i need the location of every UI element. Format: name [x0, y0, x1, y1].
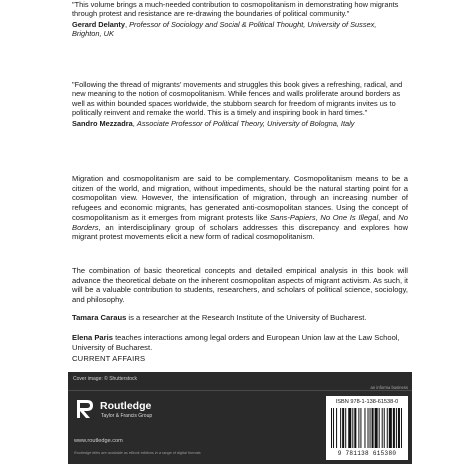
- publisher-name: Routledge: [100, 400, 152, 412]
- subject-category: CURRENT AFFAIRS: [72, 354, 146, 363]
- endorser-name: Gerard Delanty: [72, 19, 125, 29]
- informa-imprint: an informa business: [370, 385, 408, 390]
- barcode-panel: [326, 396, 408, 460]
- barcode-icon: [331, 408, 403, 448]
- footer-divider: [68, 390, 412, 391]
- author-name: Tamara Caraus: [72, 313, 127, 322]
- endorsement-attribution: Sandro Mezzadra, Associate Professor of Political Theory, University of Bologna, Italy: [72, 118, 355, 128]
- blurb-paragraph-1: Migration and cosmopolitanism are said to be complementary. Cosmopolitanism means to be a citizen of the world, and migration, without impediments, should be the natural starting point for a cosmopolitan view. However, the intensification of migration, through an increasing number of refugees and economic migrants, has generated anti-cosmopolitan stances. Using the concept of cosmopolitanism as it emerges from migrant protests like Sans-Papiers, No One Is Illegal, and No Borders, an interdisciplinary group of scholars addresses this discrepancy and explores how migrant protest movements elicit a new form of radical cosmopolitanism.: [72, 174, 408, 242]
- endorsement-2: [72, 80, 406, 128]
- author-name: Elena Paris: [72, 333, 113, 342]
- endorsement-1: [72, 0, 406, 39]
- barcode-digits: 9 781138 615380: [337, 450, 397, 457]
- endorser-affiliation: Professor of Sociology and Social & Political Thought, University of Sussex, Brighton, UK: [72, 19, 377, 39]
- endorsement-quote: "This volume brings a much-needed contribution to cosmopolitanism in demonstrating how migrants through protest and resistance are re-drawing the boundaries of political community.": [72, 0, 399, 19]
- publisher-group: Taylor & Francis Group: [101, 413, 153, 419]
- endorsement-quote: "Following the thread of migrants' movements and struggles this book gives a refreshing, radical, and new meaning to the notion of cosmopolitanism. While fences and walls proliferate around borders as well as within bounded spaces worldwide, the stubborn search for freedom of migrants invites us to politically reinvent and remake the world. This is a timely and inspiring book in hard times.": [72, 80, 403, 118]
- publisher-footer: [68, 372, 412, 464]
- routledge-logo-icon: [76, 398, 96, 420]
- endorser-name: Sandro Mezzadra: [72, 118, 133, 128]
- publisher-url[interactable]: www.routledge.com: [74, 438, 123, 444]
- isbn-label: ISBN 978-1-138-61538-0: [335, 399, 399, 405]
- author-bio-2: Elena Paris teaches interactions among legal orders and European Union law at the Law School, University of Bucharest.: [72, 333, 400, 352]
- blurb-paragraph-2: The combination of basic theoretical concepts and detailed empirical analysis in this book will advance the theoretical debate on the inherent cosmopolitan aspects of migrant activism. As such, it will be a valuable contribution to students, researchers, and scholars of political science, sociology, and philosophy.: [72, 266, 409, 305]
- endorsement-attribution: Gerard Delanty, Professor of Sociology and Social & Political Thought, University of Sussex, Brighton, UK: [72, 19, 377, 39]
- ebook-note: Routledge titles are available as eBook editions in a range of digital formats: [74, 451, 201, 455]
- endorser-affiliation: Associate Professor of Political Theory, University of Bologna, Italy: [136, 118, 355, 128]
- cover-image-credit: Cover image: © Shutterstock: [73, 376, 137, 382]
- author-bio-1: Tamara Caraus is a researcher at the Research Institute of the University of Bucharest.: [72, 313, 367, 322]
